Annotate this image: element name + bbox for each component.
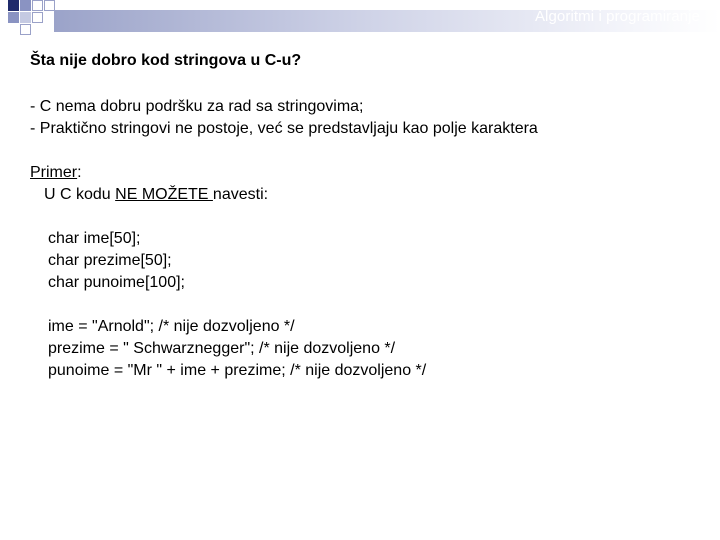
code-assignment: prezime = " Schwarznegger"; /* nije dozvoljeno */ xyxy=(48,340,396,357)
bullet-text: - Praktično stringovi ne postoje, već se predstavljaju kao polje karaktera xyxy=(30,120,538,137)
example-label: Primer xyxy=(30,164,78,181)
slide-header xyxy=(0,0,720,46)
square-decoration xyxy=(8,0,19,11)
square-decoration xyxy=(20,12,31,23)
course-title: Algoritmi i programiranje xyxy=(534,8,700,25)
example-intro xyxy=(30,184,538,206)
example-label-line xyxy=(30,162,538,184)
code-declaration: char ime[50]; xyxy=(48,230,141,247)
code-declaration: char prezime[50]; xyxy=(48,252,172,269)
square-decoration xyxy=(20,0,31,11)
spacer xyxy=(30,294,538,316)
spacer xyxy=(30,206,538,228)
spacer xyxy=(30,140,538,162)
code-assignment: punoime = "Mr " + ime + prezime; /* nije dozvoljeno */ xyxy=(48,362,427,379)
square-decoration xyxy=(8,12,19,23)
intro-emphasis: NE MOŽETE xyxy=(115,186,213,203)
code-declaration: char punoime[100]; xyxy=(48,274,185,291)
example-label-suffix: : xyxy=(77,164,82,181)
square-decoration xyxy=(32,0,43,11)
slide-body xyxy=(30,96,538,382)
intro-prefix: U C kodu xyxy=(44,186,116,203)
intro-suffix: navesti: xyxy=(212,186,269,203)
square-decoration xyxy=(32,12,43,23)
decorative-squares xyxy=(0,0,60,46)
page-title: Šta nije dobro kod stringova u C-u? xyxy=(30,52,302,69)
code-assignment: ime = "Arnold"; /* nije dozvoljeno */ xyxy=(48,318,295,335)
square-decoration xyxy=(20,24,31,35)
bullet-text: - C nema dobru podršku za rad sa stringovima; xyxy=(30,98,364,115)
